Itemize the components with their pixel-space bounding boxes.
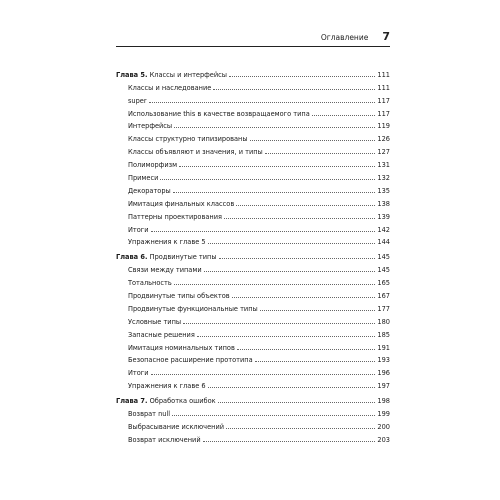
toc-entry-label: Возврат null	[128, 410, 171, 419]
running-header	[116, 30, 390, 46]
leader-dots	[174, 284, 376, 285]
toc-entry-label: Продвинутые функциональные типы	[128, 304, 258, 313]
chapter-page: 198	[377, 397, 390, 406]
toc-entry[interactable]	[116, 377, 390, 390]
leader-dots	[237, 349, 376, 350]
toc-entry-label: Паттерны проектирования	[128, 212, 222, 221]
toc-entry[interactable]	[116, 364, 390, 377]
chapter-name: Продвинутые типы	[149, 253, 217, 262]
leader-dots	[174, 127, 375, 128]
toc-entry-label: Классы структурно типизированы	[128, 135, 248, 144]
chapter-title	[116, 253, 217, 261]
toc-entry-page: 185	[377, 330, 390, 339]
chapter-number: Глава 5.	[116, 70, 148, 79]
toc-entry-label: Продвинутые типы объектов	[128, 292, 230, 301]
toc-entry-page: 138	[377, 199, 390, 208]
toc-entry[interactable]	[116, 105, 390, 118]
toc-entry[interactable]	[116, 418, 390, 431]
toc-entry[interactable]	[116, 208, 390, 221]
toc-entry-page: 139	[377, 212, 390, 221]
toc-chapter-heading[interactable]	[116, 66, 390, 79]
leader-dots	[160, 179, 375, 180]
toc-entry-page: 191	[377, 343, 390, 352]
toc-entry-page: 142	[377, 225, 390, 234]
toc-entry-page: 180	[377, 317, 390, 326]
toc-entry-label: Имитация номинальных типов	[128, 343, 235, 352]
chapter-title	[116, 397, 216, 405]
toc-entry-page: 199	[377, 410, 390, 419]
leader-dots	[172, 415, 375, 416]
toc-entry-label: Безопасное расширение прототипа	[128, 356, 253, 365]
toc-entry[interactable]	[116, 339, 390, 352]
toc-entry-label: Декораторы	[128, 186, 171, 195]
toc-entry-label: Упражнения к главе 6	[128, 382, 206, 391]
toc-chapter	[116, 248, 390, 390]
leader-dots	[204, 271, 376, 272]
toc-entry-page: 197	[377, 382, 390, 391]
toc-entry-label: Тотальность	[128, 279, 172, 288]
leader-dots	[208, 243, 376, 244]
chapter-name: Обработка ошибок	[149, 397, 216, 406]
toc-entry[interactable]	[116, 130, 390, 143]
toc-entry-page: 145	[377, 266, 390, 275]
leader-dots	[236, 205, 375, 206]
toc-entry-page: 117	[377, 109, 390, 118]
toc-entry[interactable]	[116, 221, 390, 234]
chapter-number: Глава 7.	[116, 397, 148, 406]
toc-entry-page: 196	[377, 369, 390, 378]
toc-entry[interactable]	[116, 156, 390, 169]
toc-entry-page: 127	[377, 148, 390, 157]
toc-entry-page: 167	[377, 292, 390, 301]
toc-entry[interactable]	[116, 405, 390, 418]
chapter-page: 111	[377, 70, 390, 79]
leader-dots	[226, 428, 375, 429]
toc-entry-page: 144	[377, 238, 390, 247]
toc-entry[interactable]	[116, 234, 390, 247]
toc-entry-label: Полиморфизм	[128, 161, 178, 170]
toc-entry-label: Упражнения к главе 5	[128, 238, 206, 247]
leader-dots	[229, 76, 375, 77]
toc-entry-page: 135	[377, 186, 390, 195]
toc-entry[interactable]	[116, 300, 390, 313]
leader-dots	[173, 192, 376, 193]
toc-entry-page: 126	[377, 135, 390, 144]
toc-entry-page: 200	[377, 422, 390, 431]
leader-dots	[183, 323, 375, 324]
toc-chapter	[116, 392, 390, 444]
toc-entry-page: 131	[377, 161, 390, 170]
toc-entry[interactable]	[116, 261, 390, 274]
toc-entry-label: Условные типы	[128, 317, 182, 326]
toc-entry-label: Возврат исключений	[128, 435, 201, 444]
chapter-title	[116, 71, 227, 79]
leader-dots	[232, 297, 376, 298]
toc-entry-label: Классы и наследование	[128, 83, 212, 92]
toc-entry[interactable]	[116, 313, 390, 326]
leader-dots	[312, 115, 376, 116]
toc-entry-label: super	[128, 96, 147, 105]
toc-entry-label: Выбрасывание исключений	[128, 422, 225, 431]
toc-entry[interactable]	[116, 182, 390, 195]
toc-entry-page: 193	[377, 356, 390, 365]
toc-entry-label: Классы объявляют и значения, и типы	[128, 148, 263, 157]
table-of-contents	[116, 66, 390, 444]
leader-dots	[208, 387, 376, 388]
toc-chapter	[116, 66, 390, 246]
toc-entry-label: Примеси	[128, 174, 159, 183]
leader-dots	[255, 361, 376, 362]
leader-dots	[197, 336, 376, 337]
leader-dots	[250, 140, 376, 141]
toc-entry[interactable]	[116, 431, 390, 444]
toc-entry[interactable]	[116, 195, 390, 208]
header-rule	[116, 46, 390, 47]
toc-entry-label: Итоги	[128, 225, 149, 234]
toc-entry[interactable]	[116, 169, 390, 182]
chapter-page: 145	[377, 253, 390, 262]
toc-entry[interactable]	[116, 274, 390, 287]
leader-dots	[219, 258, 376, 259]
toc-entry-page: 132	[377, 174, 390, 183]
toc-entry-page: 111	[377, 83, 390, 92]
running-header-title: Оглавление	[320, 33, 369, 42]
leader-dots	[224, 218, 375, 219]
toc-entry-label: Запасные решения	[128, 330, 195, 339]
leader-dots	[213, 89, 375, 90]
toc-entry[interactable]	[116, 326, 390, 339]
leader-dots	[203, 441, 376, 442]
toc-chapter-heading[interactable]	[116, 248, 390, 261]
toc-entry[interactable]	[116, 143, 390, 156]
leader-dots	[151, 231, 376, 232]
toc-entry[interactable]	[116, 352, 390, 365]
leader-dots	[179, 166, 375, 167]
page-number: 7	[382, 30, 390, 43]
toc-entry-label: Интерфейсы	[128, 122, 173, 131]
toc-entry-page: 177	[377, 304, 390, 313]
toc-entry-label: Итоги	[128, 369, 149, 378]
chapter-name: Классы и интерфейсы	[149, 70, 227, 79]
leader-dots	[265, 153, 376, 154]
toc-entry-label: Имитация финальных классов	[128, 199, 235, 208]
leader-dots	[151, 374, 376, 375]
toc-entry-page: 119	[377, 122, 390, 131]
leader-dots	[149, 102, 376, 103]
toc-entry[interactable]	[116, 118, 390, 131]
toc-entry-label: Использование this в качестве возвращаемого типа	[128, 109, 310, 118]
toc-entry[interactable]	[116, 287, 390, 300]
toc-entry[interactable]	[116, 92, 390, 105]
toc-entry-label: Связи между типами	[128, 266, 202, 275]
chapter-number: Глава 6.	[116, 253, 148, 262]
toc-entry[interactable]	[116, 79, 390, 92]
leader-dots	[260, 310, 376, 311]
toc-entry-page: 165	[377, 279, 390, 288]
toc-entry-page: 203	[377, 435, 390, 444]
toc-chapter-heading[interactable]	[116, 392, 390, 405]
toc-entry-page: 117	[377, 96, 390, 105]
leader-dots	[218, 402, 376, 403]
